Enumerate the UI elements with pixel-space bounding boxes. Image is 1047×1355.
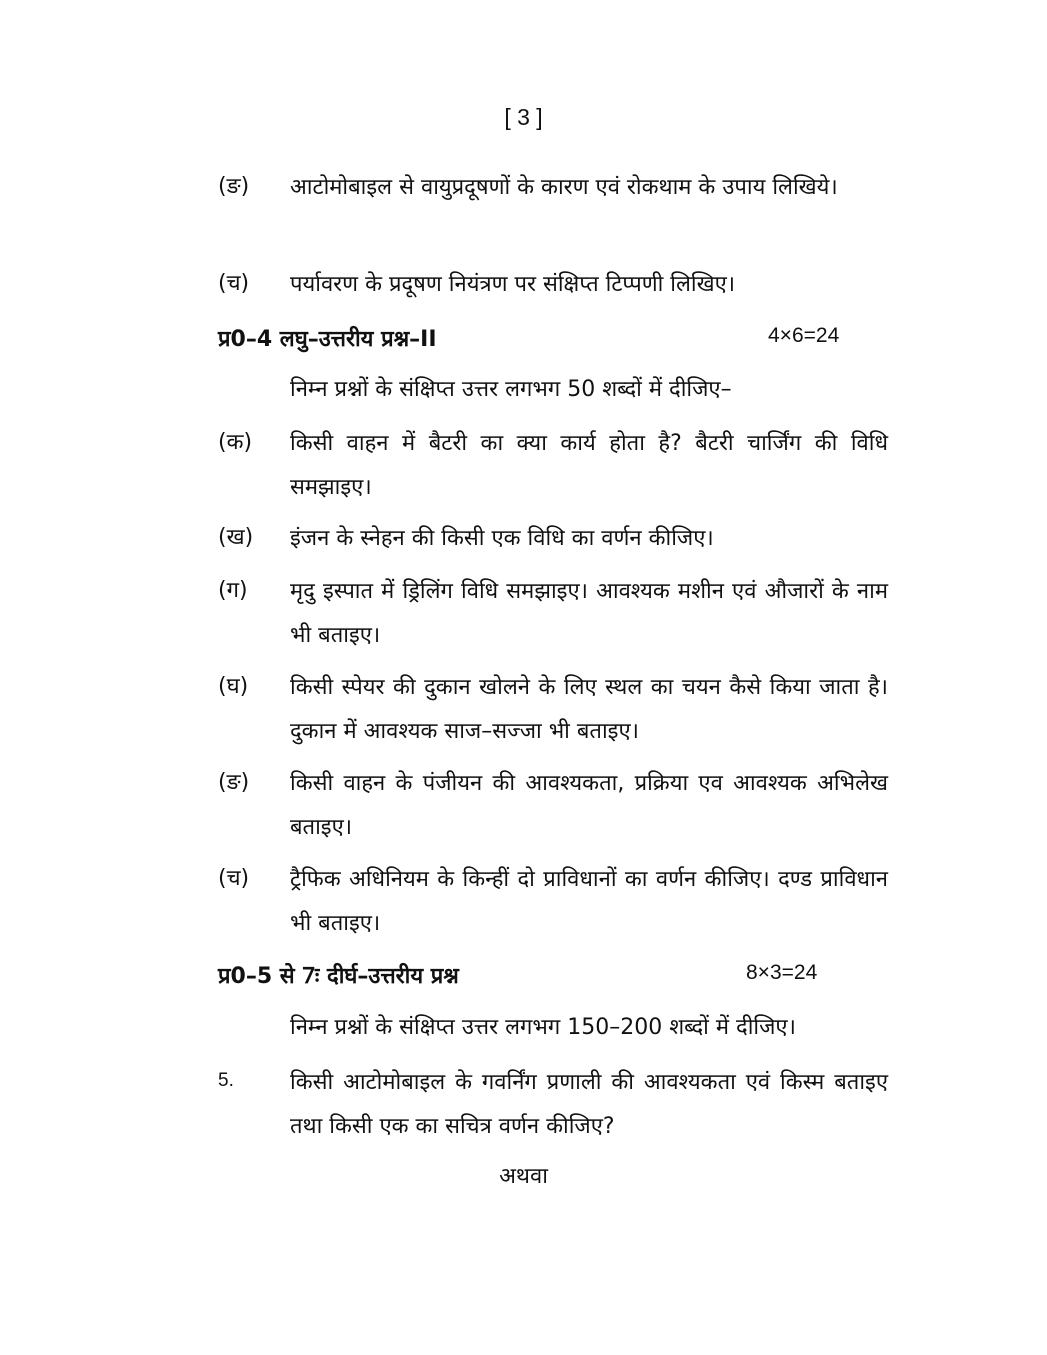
item-text: ट्रैफिक अधिनियम के किन्हीं दो प्राविधानों का वर्णन कीजिए। दण्ड प्राविधान भी बताइए। <box>290 867 888 936</box>
section-marks: 4×6=24 <box>768 324 840 347</box>
item-label: (ग) <box>218 578 248 603</box>
item-label: (ख) <box>218 525 254 550</box>
section-heading: प्र0–5 से 7ः दीर्घ–उत्तरीय प्रश्न <box>218 964 459 989</box>
item-text: किसी वाहन में बैटरी का क्या कार्य होता है? बैटरी चार्जिंग की विधि समझाइए। <box>290 431 888 500</box>
item-label: (च) <box>218 866 250 891</box>
item-text: किसी वाहन के पंजीयन की आवश्यकता, प्रक्रिया एव आवश्यक अभिलेख बताइए। <box>290 771 888 840</box>
item-text: आटोमोबाइल से वायुप्रदूषणों के कारण एवं रोकथाम के उपाय लिखिये। <box>290 175 838 200</box>
section-heading: प्र0–4 लघु–उत्तरीय प्रश्न–II <box>218 327 437 352</box>
item-label: (ङ) <box>218 174 250 199</box>
item-text: पर्यावरण के प्रदूषण नियंत्रण पर संक्षिप्त टिप्पणी लिखिए। <box>290 272 736 297</box>
section-instruction: निम्न प्रश्नों के संक्षिप्त उत्तर लगभग 50 शब्दों में दीजिए– <box>290 377 732 402</box>
item-label: (च) <box>218 271 250 296</box>
item-text: किसी आटोमोबाइल के गवर्निंग प्रणाली की आवश्यकता एवं किस्म बताइए तथा किसी एक का सचित्र वर्णन कीजिए? <box>290 1070 888 1139</box>
item-label: (घ) <box>218 674 249 699</box>
section-marks: 8×3=24 <box>746 961 818 984</box>
item-label: (ङ) <box>218 770 250 795</box>
item-text: किसी स्पेयर की दुकान खोलने के लिए स्थल का चयन कैसे किया जाता है। दुकान में आवश्यक साज–सज्जा भी बताइए। <box>290 675 888 744</box>
item-label: 5. <box>218 1070 234 1091</box>
item-text: इंजन के स्नेहन की किसी एक विधि का वर्णन कीजिए। <box>290 526 714 551</box>
page-number: [ 3 ] <box>504 104 543 130</box>
item-label: (क) <box>218 430 253 455</box>
section-instruction: निम्न प्रश्नों के संक्षिप्त उत्तर लगभग 150–200 शब्दों में दीजिए। <box>290 1015 796 1040</box>
or-separator: अथवा <box>499 1164 548 1189</box>
item-text: मृदु इस्पात में ड्रिलिंग विधि समझाइए। आवश्यक मशीन एवं औजारों के नाम भी बताइए। <box>290 579 888 648</box>
